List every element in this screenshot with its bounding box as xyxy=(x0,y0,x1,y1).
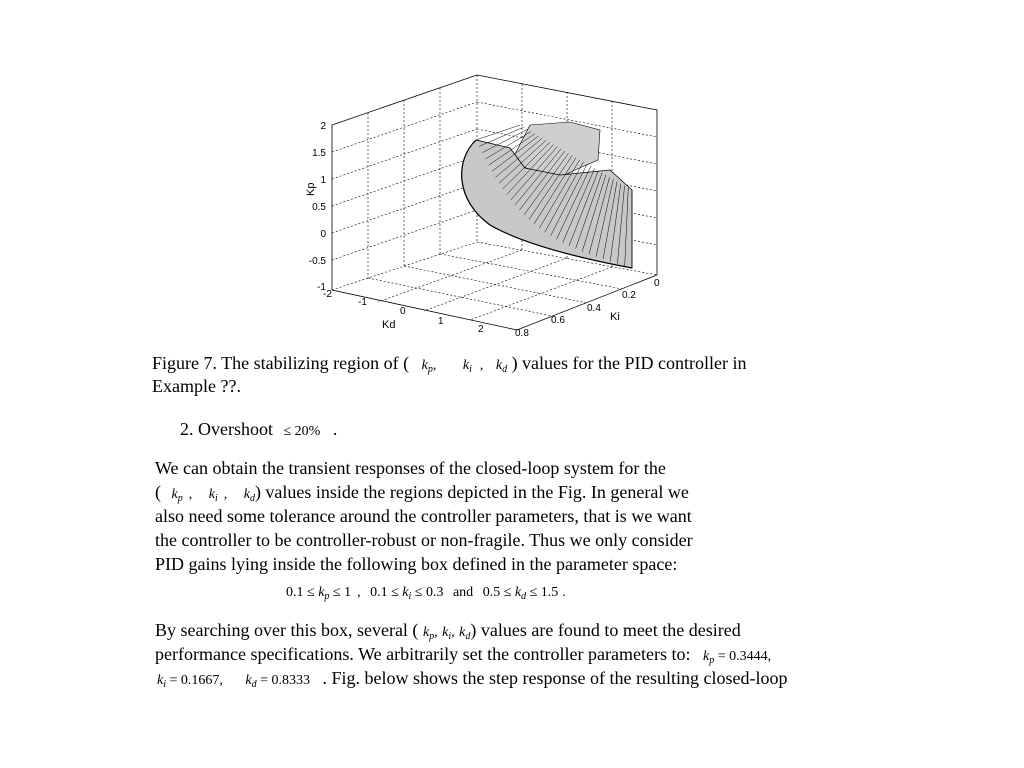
list-item-overshoot xyxy=(180,418,337,443)
z-tick: 0.5 xyxy=(312,202,326,213)
z-tick: 1.5 xyxy=(312,148,326,159)
z-tick: -0.5 xyxy=(308,256,326,267)
stability-surface xyxy=(462,122,632,268)
y-tick: 0.8 xyxy=(515,328,529,339)
x-tick: 0 xyxy=(400,306,406,317)
x-axis-label: Kd xyxy=(382,319,396,331)
item-end: . xyxy=(332,419,338,439)
kp-symbol: $k_p$ xyxy=(422,625,435,642)
paragraph1-line2: ( $k_p$ , $k_i$ , $k_d$) values inside the regions depicted in the Fig. In general we xyxy=(155,482,689,504)
paragraph1-line3: also need some tolerance around the controller parameters, that is we want xyxy=(155,506,692,526)
ki-symbol: $k_i$ xyxy=(208,487,218,504)
stabilizing-region-3d-plot xyxy=(300,70,680,345)
x-tick: 2 xyxy=(478,324,484,335)
x-tick: -2 xyxy=(323,289,332,300)
kd-value: $k_d = 0.8333$ xyxy=(245,673,311,690)
caption-prefix: Figure 7. The stabilizing region of ( xyxy=(152,353,410,373)
item-text: Overshoot xyxy=(198,419,273,439)
ki-symbol: $k_i$ xyxy=(442,625,452,642)
y-axis xyxy=(515,278,660,339)
z-axis-label: Kp xyxy=(305,182,317,196)
z-tick: -1 xyxy=(317,282,326,293)
figure-caption xyxy=(152,352,747,378)
paragraph2-line3: $k_i = 0.1667$, $k_d = 0.8333$ . Fig. below shows the step response of the resulting closed-loop xyxy=(157,668,788,690)
caption-suffix: ) values for the PID controller in xyxy=(511,353,747,373)
comma: , xyxy=(479,358,484,373)
y-tick: 0.6 xyxy=(551,315,565,326)
y-tick: 0 xyxy=(654,278,660,289)
y-axis-label: Ki xyxy=(610,311,620,323)
z-axis xyxy=(305,121,326,293)
paragraph1-line5: PID gains lying inside the following box defined in the parameter space: xyxy=(155,554,678,574)
y-tick: 0.4 xyxy=(587,303,601,314)
ki-value: $k_i = 0.1667$ xyxy=(157,673,220,690)
paragraph1-line4: the controller to be controller-robust or non-fragile. Thus we only consider xyxy=(155,530,693,550)
y-tick: 0.2 xyxy=(622,290,636,301)
z-tick: 1 xyxy=(320,175,326,186)
item-number: 2. xyxy=(180,419,194,439)
caption-line2: Example ??. xyxy=(152,376,241,396)
paragraph2-line1: By searching over this box, several ( $k_p$, $k_i$, $k_d$) values are found to meet the desired xyxy=(155,620,741,642)
kp-symbol: $k_p$ xyxy=(171,487,183,504)
parameter-box-equation: $0.1 \le k_p \le 1$ , $0.1 \le k_i \le 0.3$ and $0.5 \le k_d \le 1.5$ . xyxy=(286,585,566,602)
kd-symbol: $k_d$ xyxy=(243,487,255,504)
x-tick: 1 xyxy=(438,316,444,327)
z-tick: 2 xyxy=(320,121,326,132)
kd-symbol: $k_d$ xyxy=(495,358,508,375)
kp-symbol: $k_p$ xyxy=(421,358,433,375)
x-axis xyxy=(323,289,484,335)
paragraph1-line1: We can obtain the transient responses of the closed-loop system for the xyxy=(155,458,666,478)
ki-symbol: $k_i$ xyxy=(462,358,472,375)
x-tick: -1 xyxy=(358,297,367,308)
kd-symbol: $k_d$ xyxy=(459,625,471,642)
overshoot-bound: ≤ 20% xyxy=(283,424,321,439)
z-tick: 0 xyxy=(320,229,326,240)
comma: , xyxy=(432,358,437,373)
paragraph2-line2: performance specifications. We arbitrarily set the controller parameters to: $k_p = 0.3444$, xyxy=(155,644,772,666)
kp-value: $k_p = 0.3444$ xyxy=(703,649,768,666)
